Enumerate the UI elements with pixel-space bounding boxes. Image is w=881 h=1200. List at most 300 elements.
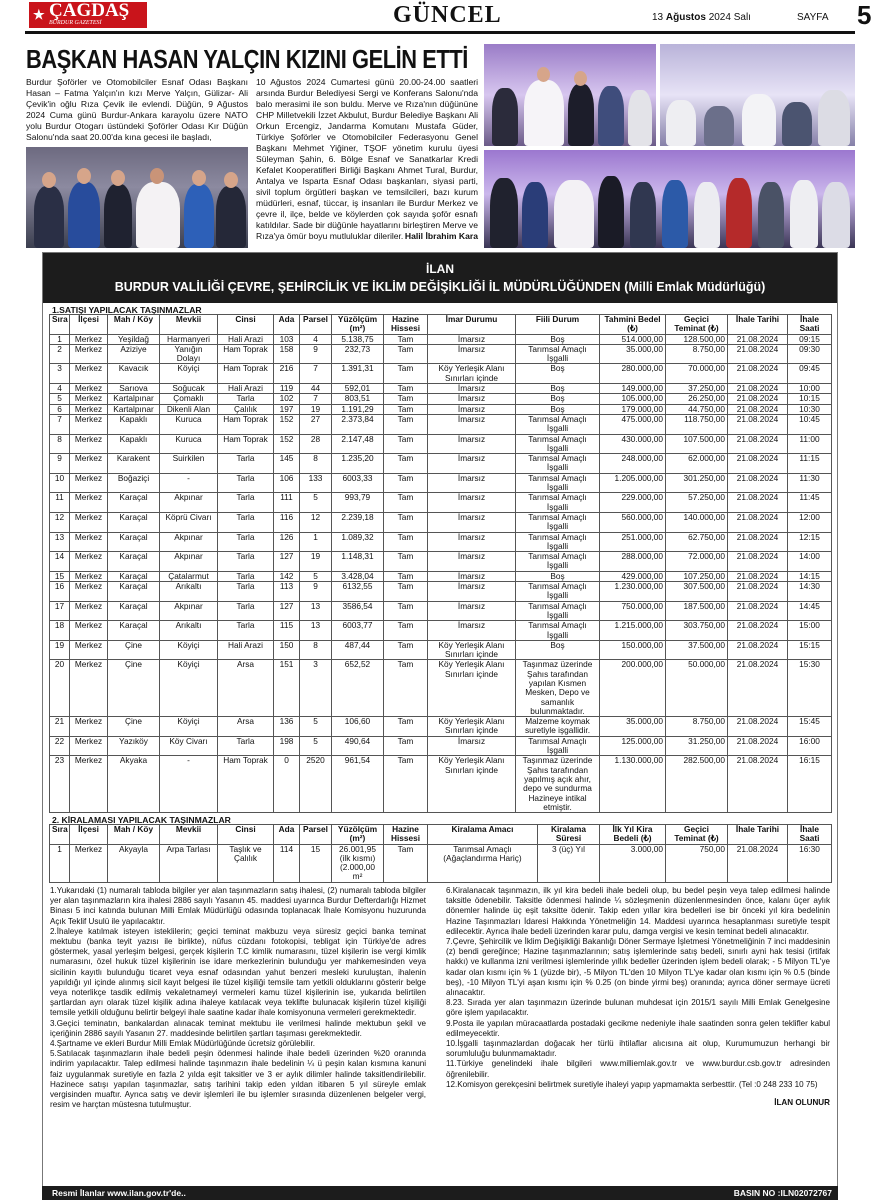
sale-cell: 301.250,00 [666,473,728,493]
sale-header-cell: Cinsi [218,315,274,335]
sale-cell: Karakent [108,454,160,474]
sale-cell: 6003,77 [332,621,384,641]
sale-cell: 21.08.2024 [728,736,788,756]
sale-cell: Köy Yerleşik Alanı Sınırları içinde [428,640,516,660]
sale-cell: 21.08.2024 [728,621,788,641]
sale-cell: Boş [516,384,600,394]
sale-cell: 8 [300,454,332,474]
left-term: 4.Şartname ve ekleri Burdur Milli Emlak Müdürlüğünde ücretsiz görülebilir. [50,1039,315,1049]
wedding-photo-2 [484,44,656,146]
sale-cell: Kapaklı [108,434,160,454]
sale-cell: Tarımsal Amaçlı İşgalli [516,601,600,621]
sale-cell: Tarla [218,601,274,621]
sale-cell: Boş [516,640,600,660]
right-term: 10.İşgalli taşınmazlardan doğacak her türlü ihtilaflar alıcısına ait olup, Kurumumuzun herhangi bir sorumluluğu bulunmamaktadır. [446,1039,830,1059]
sale-cell: 151 [274,660,300,717]
sale-cell: Merkez [70,434,108,454]
footer-press-number: BASIN NO :ILN02072767 [733,1188,832,1198]
sale-cell: Yanığın Dolayı [160,344,218,364]
sale-cell: Tam [384,621,428,641]
sale-cell: 10:45 [788,414,832,434]
sale-cell: 21.08.2024 [728,512,788,532]
lease-cell: Taşlık ve Çalılık [218,844,274,882]
sale-cell: Tarla [218,552,274,572]
lease-cell: 3.000,00 [600,844,666,882]
sale-cell: Köprü Civarı [160,512,218,532]
sale-cell: Köyiçi [160,640,218,660]
sale-cell: Akpınar [160,601,218,621]
sale-cell: Merkez [70,621,108,641]
sale-cell: 5 [300,717,332,737]
footer-bar [42,1186,838,1200]
sale-cell: Çine [108,717,160,737]
newspaper-logo[interactable]: ★ ÇAĞDAŞ BURDUR GAZETESİ [29,2,147,28]
sale-cell: İmarsız [428,384,516,394]
sale-cell: 3 [50,364,70,384]
sale-cell: Tam [384,364,428,384]
lease-header-cell: Mevkii [160,825,218,845]
sale-cell: Arsa [218,660,274,717]
sale-cell: 62.750,00 [666,532,728,552]
lease-header-cell: İhale Saati [788,825,832,845]
sale-cell: 7 [300,394,332,404]
sale-cell: 12:00 [788,512,832,532]
sale-cell: Tarımsal Amaçlı İşgalli [516,434,600,454]
sale-cell: Köy Yerleşik Alanı Sınırları içinde [428,660,516,717]
sale-header-cell: Mah / Köy [108,315,160,335]
sale-cell: Tam [384,582,428,602]
sale-cell: 288.000,00 [600,552,666,572]
lease-cell: 15 [300,844,332,882]
sale-cell: 282.500,00 [666,756,728,813]
sale-cell: 57.250,00 [666,493,728,513]
sale-cell: Çine [108,660,160,717]
right-term: 9.Posta ile yapılan müracaatlarda postadaki gecikme nedeniyle ihale saatinden sonra gelen teklifler kabul edilmeyecektir. [446,1018,830,1038]
lease-cell: Tam [384,844,428,882]
sale-cell: 152 [274,414,300,434]
sale-cell: 9 [300,344,332,364]
sale-header-cell: Tahmini Bedel (₺) [600,315,666,335]
sale-cell: 106,60 [332,717,384,737]
sale-cell: Tarla [218,582,274,602]
sale-cell: Merkez [70,334,108,344]
article-column-2-text: 10 Ağustos 2024 Cumartesi günü 20.00-24.00 saatleri arsında Burdur Belediyesi Sergi ve Konferans Salonu'nda balo merasimi ile son buldu. Merve ve Rıza'nın düğününe CHP Milletvekili İzzet Akbulut, Burdur Belediye Başkanı Ali Orkun Ercengiz, Jandarma Komutanı Mustafa Güder, Türkiye Şoförler ve Otomobilciler Federasyonu Genel Başkanı Mehmet Yiğiner, TŞOF yönetim kurulu üyesi Süleyman Şahin, 6. Bölge Esnaf ve Sanatkarlar Kredi Kefalet Kooperatifleri Birliği Başkanı Ahmet Tural, Burdur, Antalya ve Isparta Esnaf Odası başkanları, siyasi parti, sivil toplum örgütleri başkan ve temsilcileri, bazı kurum müdürleri, esnaf, tüccar, iş insanları ile Burdur Merkez ve çevre il, ilçe, belde ve köylerden çok sayıda şoför esnafı katıldılar. Sade bir düğünle hayatlarını birleştiren Merve ve Rıza'ya ömür boyu mutluluklar dileriler. [256,77,478,241]
sale-cell: Çalılık [218,404,274,414]
sale-cell: 303.750,00 [666,621,728,641]
sale-cell: 216 [274,364,300,384]
right-term: 7.Çevre, Şehircilik ve İklim Değişikliği Bakanlığı Döner Sermaye İşletmesi Yönetmeliğinin 7 inci maddesinin (z) bendi gereğince; Hazine taşınmazlarının; satış işlemlerinde satış bedeli, sınırlı ayni hak tesisi (irtifak hakkı) ve kullanma izni verilmesi işlemlerinde yıllık bedeller üzerinden işlem bedeli olarak; - 5 Milyon TL'ye kadar olan kısmı için % 1 (yüzde bir), -5 Milyon TL'den 10 Milyon TL'ye kadar olan kısmı için % 0.5 (binde beş), -10 Milyon TL'yi aşan kısmı için % 0.25 (on binde yirmi beş) oranında; ayrıca döner sermaye ücreti alınacaktır. [446,937,830,998]
lease-table [49,824,832,883]
sale-cell: 50.000,00 [666,660,728,717]
sale-cell: 5 [50,394,70,404]
sale-cell: Merkez [70,364,108,384]
sale-cell: Karaçal [108,621,160,641]
sale-cell: Tarımsal Amaçlı İşgalli [516,473,600,493]
sale-cell: 8.750,00 [666,344,728,364]
sale-cell: 1.089,32 [332,532,384,552]
sale-row [50,717,832,737]
sale-cell: Taşınmaz üzerinde Şahıs tarafından yapılmış açık ahır, depo ve sundurma Hazineye intikal etmiştir. [516,756,600,813]
sale-cell: 232,73 [332,344,384,364]
sale-cell: Arsa [218,717,274,737]
sale-cell: 28 [300,434,332,454]
footer-left-link[interactable]: Resmi İlanlar www.ilan.gov.tr'de.. [52,1188,186,1198]
sale-row [50,621,832,641]
sale-row [50,660,832,717]
sale-header-cell: İhale Tarihi [728,315,788,335]
sale-cell: Ham Toprak [218,756,274,813]
sale-section-title: 1.SATIŞI YAPILACAK TAŞINMAZLAR [52,305,202,315]
sale-cell: 105.000,00 [600,394,666,404]
sale-cell: Merkez [70,473,108,493]
sale-cell: 475.000,00 [600,414,666,434]
sale-cell: 229.000,00 [600,493,666,513]
sale-cell: Hali Arazi [218,640,274,660]
lease-cell: 16:30 [788,844,832,882]
sale-cell: 103 [274,334,300,344]
right-term: 6.Kiralanacak taşınmazın, ilk yıl kira bedeli ihale bedeli olup, bu bedel peşin veya talep edilmesi halinde taksitle ödenebilir. Taksitle ödenmesi halinde ¼ sözleşmenin düzenlenmesinden önce, kalanı üçer aylık dönemler halinde üç eşit taksitte ödenir. Takip eden yıllar kira bedelleri ise bir önceki yıl kira bedelinin Hazine Taşınmazları İdaresi Hakkında Yönetmeliğin 14. Maddesi uyarınca hesaplanması suretiyle tespit edilecektir. Ayrıca ihale bedeli üzerinden karar pulu, damga vergisi ve kesin teminat bedeli alınacaktır. [446,886,830,936]
sale-cell: 251.000,00 [600,532,666,552]
sale-cell: 12:15 [788,532,832,552]
sale-cell: 20 [50,660,70,717]
sale-cell: 21.08.2024 [728,717,788,737]
sale-cell: 11:15 [788,454,832,474]
sale-cell: Tarımsal Amaçlı İşgalli [516,414,600,434]
sale-cell: 11:00 [788,434,832,454]
sale-cell: 115 [274,621,300,641]
sale-cell: Tam [384,434,428,454]
lease-cell: 21.08.2024 [728,844,788,882]
sale-cell: Merkez [70,532,108,552]
sale-header-cell: Mevkii [160,315,218,335]
sale-cell: İmarsız [428,414,516,434]
sale-cell: Merkez [70,717,108,737]
sale-cell: Akyaka [108,756,160,813]
sale-cell: 16:00 [788,736,832,756]
sale-cell: 26.250,00 [666,394,728,404]
sale-cell: 13 [50,532,70,552]
sale-cell: İmarsız [428,582,516,602]
sale-cell: 13 [300,601,332,621]
sale-header-cell: İhale Saati [788,315,832,335]
sale-cell: Tam [384,717,428,737]
sale-cell: Köy Yerleşik Alanı Sınırları içinde [428,364,516,384]
sale-cell: Soğucak [160,384,218,394]
sale-cell: Merkez [70,601,108,621]
sale-cell: Tarla [218,454,274,474]
sale-cell: Kartalpınar [108,394,160,404]
lease-header-cell: Ada [274,825,300,845]
sale-cell: 15:00 [788,621,832,641]
sale-row [50,582,832,602]
sale-cell: Tam [384,414,428,434]
lease-header-cell: İlk Yıl Kira Bedeli (₺) [600,825,666,845]
sale-cell: 961,54 [332,756,384,813]
lease-header-cell: Cinsi [218,825,274,845]
sale-cell: İmarsız [428,736,516,756]
notice-header [43,253,837,303]
sale-cell: Merkez [70,571,108,581]
sale-cell: 7 [50,414,70,434]
sale-row [50,434,832,454]
sale-cell: 280.000,00 [600,364,666,384]
sale-header-cell: İmar Durumu [428,315,516,335]
page-label: SAYFA [797,12,829,23]
sale-cell: Merkez [70,736,108,756]
sale-cell: 31.250,00 [666,736,728,756]
sale-cell: Boş [516,571,600,581]
sale-cell: 21.08.2024 [728,601,788,621]
sale-cell: Kuruca [160,434,218,454]
sale-cell: İmarsız [428,621,516,641]
sale-cell: Aziziye [108,344,160,364]
sale-cell: Merkez [70,404,108,414]
sale-cell: 8 [300,640,332,660]
sale-cell: 21.08.2024 [728,344,788,364]
right-term: 11.Türkiye genelindeki ihale bilgileri www.milliemlak.gov.tr ve www.burdur.csb.gov.tr adresinden öğrenilebilir. [446,1059,830,1079]
sale-cell: Arıkaltı [160,582,218,602]
sale-cell: 197 [274,404,300,414]
sale-cell: Tarımsal Amaçlı İşgalli [516,552,600,572]
sale-cell: 2.239,18 [332,512,384,532]
sale-cell: Karaçal [108,582,160,602]
sale-cell: 118.750,00 [666,414,728,434]
sale-cell: 993,79 [332,493,384,513]
sale-cell: Tam [384,454,428,474]
sale-table [49,314,832,813]
sale-cell: Köy Yerleşik Alanı Sınırları içinde [428,756,516,813]
sale-cell: 3 [300,660,332,717]
star-icon: ★ [33,7,45,22]
sale-cell: Tam [384,394,428,404]
sale-cell: Ham Toprak [218,414,274,434]
sale-cell: 592,01 [332,384,384,394]
sale-cell: 200.000,00 [600,660,666,717]
sale-cell: 62.000,00 [666,454,728,474]
sale-cell: Boğaziçi [108,473,160,493]
sale-cell: 09:30 [788,344,832,364]
sale-cell: 307.500,00 [666,582,728,602]
sale-cell: 09:45 [788,364,832,384]
sale-cell: 750.000,00 [600,601,666,621]
sale-cell: Tam [384,344,428,364]
sale-cell: 10:30 [788,404,832,414]
sale-row [50,640,832,660]
sale-cell: 803,51 [332,394,384,404]
sale-cell: 248.000,00 [600,454,666,474]
article-byline: Halil İbrahim Kara [404,231,478,241]
sale-cell: 198 [274,736,300,756]
sale-cell: Hali Arazi [218,334,274,344]
lease-cell: Arpa Tarlası [160,844,218,882]
wedding-photo-4 [484,150,855,248]
sale-cell: 17 [50,601,70,621]
right-term: 12.Komisyon gerekçesini belirtmek suretiyle ihaleyi yapıp yapmamakta serbesttir. (Tel :0 248 233 10 75) [446,1079,818,1089]
sale-cell: 21 [50,717,70,737]
sale-cell: Boş [516,394,600,404]
sale-cell: 9 [300,582,332,602]
sale-cell: 5 [300,571,332,581]
sale-cell: 133 [300,473,332,493]
sale-cell: Tarımsal Amaçlı İşgalli [516,532,600,552]
sale-cell: 11 [50,493,70,513]
sale-cell: 37.500,00 [666,640,728,660]
sale-cell: 5 [300,736,332,756]
sale-cell: İmarsız [428,532,516,552]
sale-cell: - [160,756,218,813]
sale-cell: Tam [384,532,428,552]
notice-terms-left [50,886,426,1110]
sale-cell: 429.000,00 [600,571,666,581]
sale-cell: Tarımsal Amaçlı İşgalli [516,344,600,364]
sale-cell: 10:00 [788,384,832,394]
sale-cell: 1.130.000,00 [600,756,666,813]
sale-cell: 09:15 [788,334,832,344]
sale-header-cell: Fiili Durum [516,315,600,335]
sale-cell: 1.230.000,00 [600,582,666,602]
sale-cell: 652,52 [332,660,384,717]
lease-header-cell: Parsel [300,825,332,845]
left-term: 5.Satılacak taşınmazların ihale bedeli peşin ödenmesi halinde ihale bedeli üzerinden %20 oranında indirim yapılacaktır. Talep edilmesi halinde taşınmazın ihale bedelinin ¼ ü peşin kalan kısmına kanuni faiz uygulanmak suretiyle en fazla 2 yılda eşit taksitler ve 3 er aylık dilimler halinde taksitlendirilebilir. Hazinece satışı yapılan taşınmazlar, satış tarihini takip eden yıldan itibaren 5 yıl süreyle emlak vergisinden muaftır. Ayrıca satış ve devir işlemleri ile bu işlemler sırasında düzenlenen belgeler vergi, resim ve harçtan müstesna tutulmuştur. [50,1049,426,1110]
lease-cell: 1 [50,844,70,882]
sale-cell: 107.250,00 [666,571,728,581]
issue-date: 13 Ağustos 2024 Salı [652,12,751,23]
lease-cell: Tarımsal Amaçlı (Ağaçlandırma Hariç) [428,844,538,882]
sale-cell: 149.000,00 [600,384,666,394]
sale-cell: 150.000,00 [600,640,666,660]
sale-row [50,344,832,364]
sale-cell: 106 [274,473,300,493]
sale-cell: 21.08.2024 [728,552,788,572]
sale-cell: 2.147,48 [332,434,384,454]
sale-cell: Köyiçi [160,364,218,384]
sale-cell: Merkez [70,493,108,513]
sale-cell: Akpınar [160,493,218,513]
sale-cell: Tam [384,756,428,813]
masthead [25,0,872,34]
sale-cell: Akpınar [160,552,218,572]
notice-terms-right [446,886,830,1108]
sale-cell: Tam [384,601,428,621]
sale-cell: İmarsız [428,473,516,493]
sale-cell: 6 [50,404,70,414]
left-term: 2.İhaleye katılmak isteyen isteklilerin; geçici teminat makbuzu veya süresiz geçici banka teminat mektubu (banka teyit yazısı ile birlikte), nüfus cüzdanı fotokopisi, tebligat için Türkiye'de adres göstermek, yasal yerleşim belgesi, gerçek kişilerin T.C kimlik numarasını, tüzel kişilerin ise vergi kimlik numarasını, özel hukuk tüzel kişilerinin ise idare merkezlerinin bulunduğu yer mahkemesinden veya sicilinin kayıtlı bulunduğu ticaret veya esnaf odasından yahut benzeri mesleki kuruluştan, ihalenin yapıldığı yıl içinde alınmış sicil kayıt belgesi ile tüzel kişiliği temsile tam yetkili olduklarını gösterir belge veya noterlikçe tasdik edilmiş vekaletnameyi vermeleri kamu tüzel kişilerinin ise, yukarıda belirtilen şartlardan ayrı olarak tüzel kişilik adına ihaleye katılacak veya teklifte bulunacak kişilerin tüzel kişiliği temsile yetkili olduğunu belirtir belgeyi ihale saatine kadar ihale komisyonuna vermeleri gerekmektedir. [50,926,426,1018]
sale-cell: 15:30 [788,660,832,717]
sale-cell: 119 [274,384,300,394]
sale-cell: Taşınmaz üzerinde Şahıs tarafından yapılan Kısmen Mesken, Depo ve samanlık bulunmaktadır. [516,660,600,717]
sale-cell: Merkez [70,414,108,434]
sale-cell: Tarımsal Amaçlı İşgalli [516,582,600,602]
sale-cell: 27 [300,414,332,434]
sale-cell: 430.000,00 [600,434,666,454]
sale-row [50,493,832,513]
sale-cell: 18 [50,621,70,641]
sale-cell: İmarsız [428,512,516,532]
sale-row [50,601,832,621]
sale-cell: Tarla [218,493,274,513]
sale-cell: 19 [300,404,332,414]
sale-cell: Merkez [70,384,108,394]
sale-cell: Kapaklı [108,414,160,434]
sale-cell: Tam [384,334,428,344]
sale-cell: 140.000,00 [666,512,728,532]
sale-cell: 2.373,84 [332,414,384,434]
sale-cell: 560.000,00 [600,512,666,532]
sale-row [50,552,832,572]
sale-cell: İmarsız [428,571,516,581]
sale-cell: 72.000,00 [666,552,728,572]
sale-cell: 21.08.2024 [728,640,788,660]
sale-cell: 10 [50,473,70,493]
left-term: 3.Geçici teminatın, bankalardan alınacak teminat mektubu ile verilmesi halinde mektubun şekil ve içeriğinin 2886 sayılı Yasanın 27. maddesinde belirtilen şartları taşıması gerekmektedir. [50,1018,426,1038]
sale-row [50,532,832,552]
lease-header-cell: İlçesi [70,825,108,845]
sale-cell: Tarımsal Amaçlı İşgalli [516,621,600,641]
sale-cell: 1.148,31 [332,552,384,572]
sale-cell: Yeşildağ [108,334,160,344]
sale-cell: 1.205.000,00 [600,473,666,493]
sale-cell: 158 [274,344,300,364]
logo-sub: BURDUR GAZETESİ [49,20,102,26]
sale-cell: Çomaklı [160,394,218,404]
sale-cell: 21.08.2024 [728,364,788,384]
sale-cell: Kavacık [108,364,160,384]
sale-cell: 12 [300,512,332,532]
sale-cell: Boş [516,364,600,384]
sale-cell: Karaçal [108,512,160,532]
sale-cell: Karaçal [108,601,160,621]
sale-cell: 21.08.2024 [728,334,788,344]
sale-cell: 3586,54 [332,601,384,621]
lease-header-cell: Kiralama Süresi [538,825,600,845]
sale-cell: Merkez [70,454,108,474]
sale-cell: İmarsız [428,344,516,364]
wedding-photo-1 [26,147,248,248]
lease-cell: 26.001,95 (ilk kısmı) (2.000,00 m² [332,844,384,882]
sale-cell: 10:15 [788,394,832,404]
sale-cell: 14:30 [788,582,832,602]
sale-cell: Kartalpınar [108,404,160,414]
sale-cell: 14:15 [788,571,832,581]
sale-cell: - [160,473,218,493]
left-term: 1.Yukarıdaki (1) numaralı tabloda bilgiler yer alan taşınmazların satış ihalesi, (2) numaralı tabloda bilgiler yer alan taşınmazların kira ihalesi 2886 sayılı Yasanın 45. maddesi uyarınca Burdur Defterdarlığı Hizmet Binası 5 inci katında bulunan Milli Emlak Müdürlüğü odasında toplanacak İhale Komisyonu huzurunda Açık Teklif Usulü ile yapılacaktır. [50,886,426,926]
sale-cell: 37.250,00 [666,384,728,394]
sale-row [50,404,832,414]
sale-cell: Merkez [70,640,108,660]
sale-cell: 21.08.2024 [728,571,788,581]
sale-header-cell: Sıra [50,315,70,335]
sale-cell: 490,64 [332,736,384,756]
section-title: GÜNCEL [393,2,502,28]
lease-header-cell: Geçici Teminat (₺) [666,825,728,845]
sale-cell: Tam [384,640,428,660]
sale-row [50,512,832,532]
sale-cell: Kuruca [160,414,218,434]
sale-cell: 35.000,00 [600,344,666,364]
lease-cell: 114 [274,844,300,882]
sale-cell: Merkez [70,552,108,572]
lease-row [50,844,832,882]
lease-cell: 750,00 [666,844,728,882]
sale-cell: 22 [50,736,70,756]
sale-cell: Merkez [70,512,108,532]
notice-closing: İLAN OLUNUR [774,1098,830,1108]
sale-cell: 44.750,00 [666,404,728,414]
lease-section-title: 2. KİRALAMASI YAPILACAK TAŞINMAZLAR [52,815,231,825]
sale-cell: Karaçal [108,532,160,552]
sale-row [50,394,832,404]
sale-cell: 514.000,00 [600,334,666,344]
